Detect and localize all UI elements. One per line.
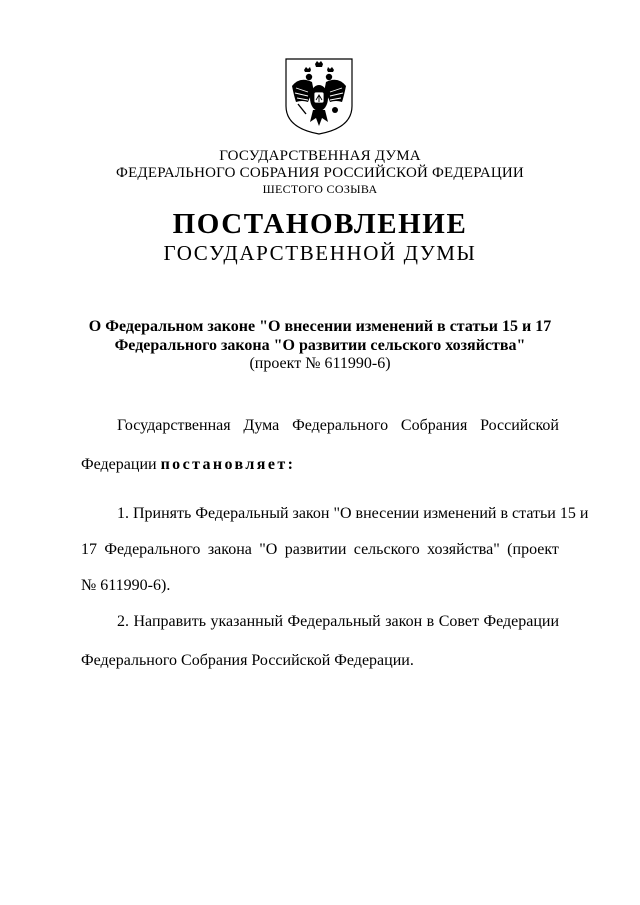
document-type: ПОСТАНОВЛЕНИЕ: [172, 208, 468, 240]
item2-word: закон: [385, 613, 423, 630]
preamble-word: Федерального: [292, 417, 389, 434]
item1-word: закона: [207, 541, 252, 558]
preamble-word: Российской: [480, 417, 559, 434]
org-name-line2: ФЕДЕРАЛЬНОГО СОБРАНИЯ РОССИЙСКОЙ ФЕДЕРАЦИИ: [116, 165, 524, 181]
resolves-verb: постановляет:: [160, 456, 296, 473]
org-name-line1: ГОСУДАРСТВЕННАЯ ДУМА: [219, 148, 421, 164]
item1-word: хозяйства": [427, 541, 500, 558]
item1-line1: 1. Принять Федеральный закон "О внесении изменений в статьи 15 и: [117, 505, 589, 522]
item2-word: Совет: [438, 613, 479, 630]
preamble-line2: [81, 457, 559, 473]
item1-word: "О: [259, 541, 278, 558]
item1-line2: [81, 542, 559, 558]
item2-line1: [81, 614, 559, 630]
preamble-line1: [81, 418, 559, 434]
coat-of-arms-icon: [282, 56, 356, 136]
convocation: ШЕСТОГО СОЗЫВА: [262, 182, 378, 196]
item1-line3: № 611990-6).: [81, 577, 171, 594]
preamble-line2-start: Федерации: [81, 456, 157, 473]
item1-word: (проект: [507, 541, 559, 558]
item2-word: Направить: [133, 613, 207, 630]
item2-word: указанный: [210, 613, 284, 630]
preamble-word: Дума: [243, 417, 280, 434]
item2-word: Федеральный: [287, 613, 381, 630]
subject-line1: О Федеральном законе "О внесении изменений в статьи 15 и 17: [88, 318, 552, 335]
item2-word: в: [426, 613, 435, 630]
document-issuer: ГОСУДАРСТВЕННОЙ ДУМЫ: [163, 241, 477, 265]
preamble-word: Собрания: [400, 417, 468, 434]
item2-word: 2.: [117, 613, 129, 630]
preamble-word: Государственная: [117, 417, 231, 434]
item1-word: развитии: [284, 541, 347, 558]
item1-word: сельского: [353, 541, 420, 558]
subject-line2: Федерального закона "О развитии сельского хозяйства": [114, 337, 526, 354]
item2-line2: Федерального Собрания Российской Федерации.: [81, 652, 414, 669]
item1-word: Федерального: [104, 541, 201, 558]
item2-word: Федерации: [483, 613, 559, 630]
item1-word: 17: [81, 541, 97, 558]
project-number: (проект № 611990-6): [249, 355, 391, 372]
